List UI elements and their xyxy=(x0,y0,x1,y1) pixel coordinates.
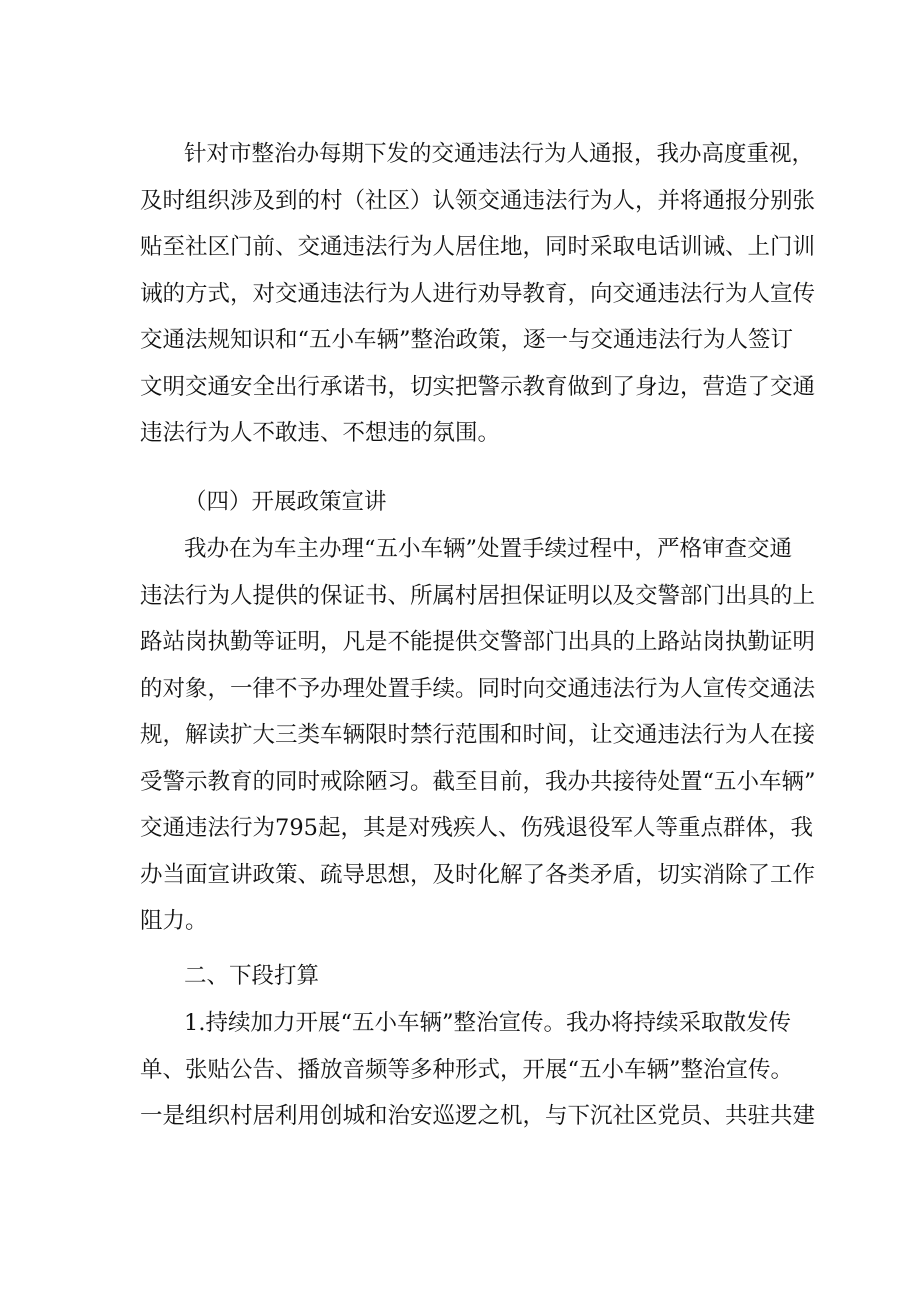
paragraph-line: 受警示教育的同时戒除陋习。截至目前，我办共接待处置“五小车辆” xyxy=(140,768,816,795)
paragraph-campaign-plan xyxy=(140,1000,816,1140)
paragraph-line: 单、张贴公告、播放音频等多种形式，开展“五小车辆”整治宣传。 xyxy=(140,1056,794,1083)
paragraph-line: 针对市整治办每期下发的交通违法行为人通报，我办高度重视， xyxy=(184,141,815,167)
paragraph-line: 违法行为人提供的保证书、所属村居担保证明以及交警部门出具的上 xyxy=(140,582,816,609)
paragraph-line: 办当面宣讲政策、疏导思想，及时化解了各类矛盾，切实消除了工作 xyxy=(140,861,816,888)
paragraph-line: 及时组织涉及到的村（社区）认领交通违法行为人，并将通报分别张 xyxy=(140,187,816,214)
paragraph-line: 诫的方式，对交通违法行为人进行劝导教育，向交通违法行为人宣传 xyxy=(140,280,816,307)
paragraph-line: 的对象，一律不予办理处置手续。同时向交通违法行为人宣传交通法 xyxy=(140,675,816,702)
paragraph-policy-publicity xyxy=(140,526,816,945)
paragraph-line: 路站岗执勤等证明，凡是不能提供交警部门出具的上路站岗执勤证明 xyxy=(140,629,816,655)
paragraph-line: 阻力。 xyxy=(140,908,208,934)
paragraph-line: 规，解读扩大三类车辆限时禁行范围和时间，让交通违法行为人在接 xyxy=(140,722,816,748)
heading-text: 二、下段打算 xyxy=(184,963,320,989)
paragraph-line: 文明交通安全出行承诺书，切实把警示教育做到了身边，营造了交通 xyxy=(140,373,816,400)
paragraph-line: 贴至社区门前、交通违法行为人居住地，同时采取电话训诫、上门训 xyxy=(140,234,816,260)
paragraph-line: 一是组织村居利用创城和治安巡逻之机，与下沉社区党员、共驻共建 xyxy=(140,1103,816,1129)
section-heading-policy xyxy=(140,479,790,526)
paragraph-line: 1.持续加力开展“五小车辆”整治宣传。我办将持续采取散发传 xyxy=(184,1010,791,1036)
paragraph-line: 违法行为人不敢违、不想违的氛围。 xyxy=(140,420,501,446)
paragraph-traffic-notice xyxy=(140,131,816,457)
paragraph-line: 我办在为车主办理“五小车辆”处置手续过程中，严格审查交通 xyxy=(184,536,793,562)
paragraph-line: 交通违法行为795起，其是对残疾人、伤残退役军人等重点群体，我 xyxy=(140,815,813,841)
section-heading-next-steps xyxy=(140,953,790,1000)
heading-text: （四）开展政策宣讲 xyxy=(184,489,387,515)
paragraph-line: 交通法规知识和“五小车辆”整治政策，逐一与交通违法行为人签订 xyxy=(140,327,794,353)
